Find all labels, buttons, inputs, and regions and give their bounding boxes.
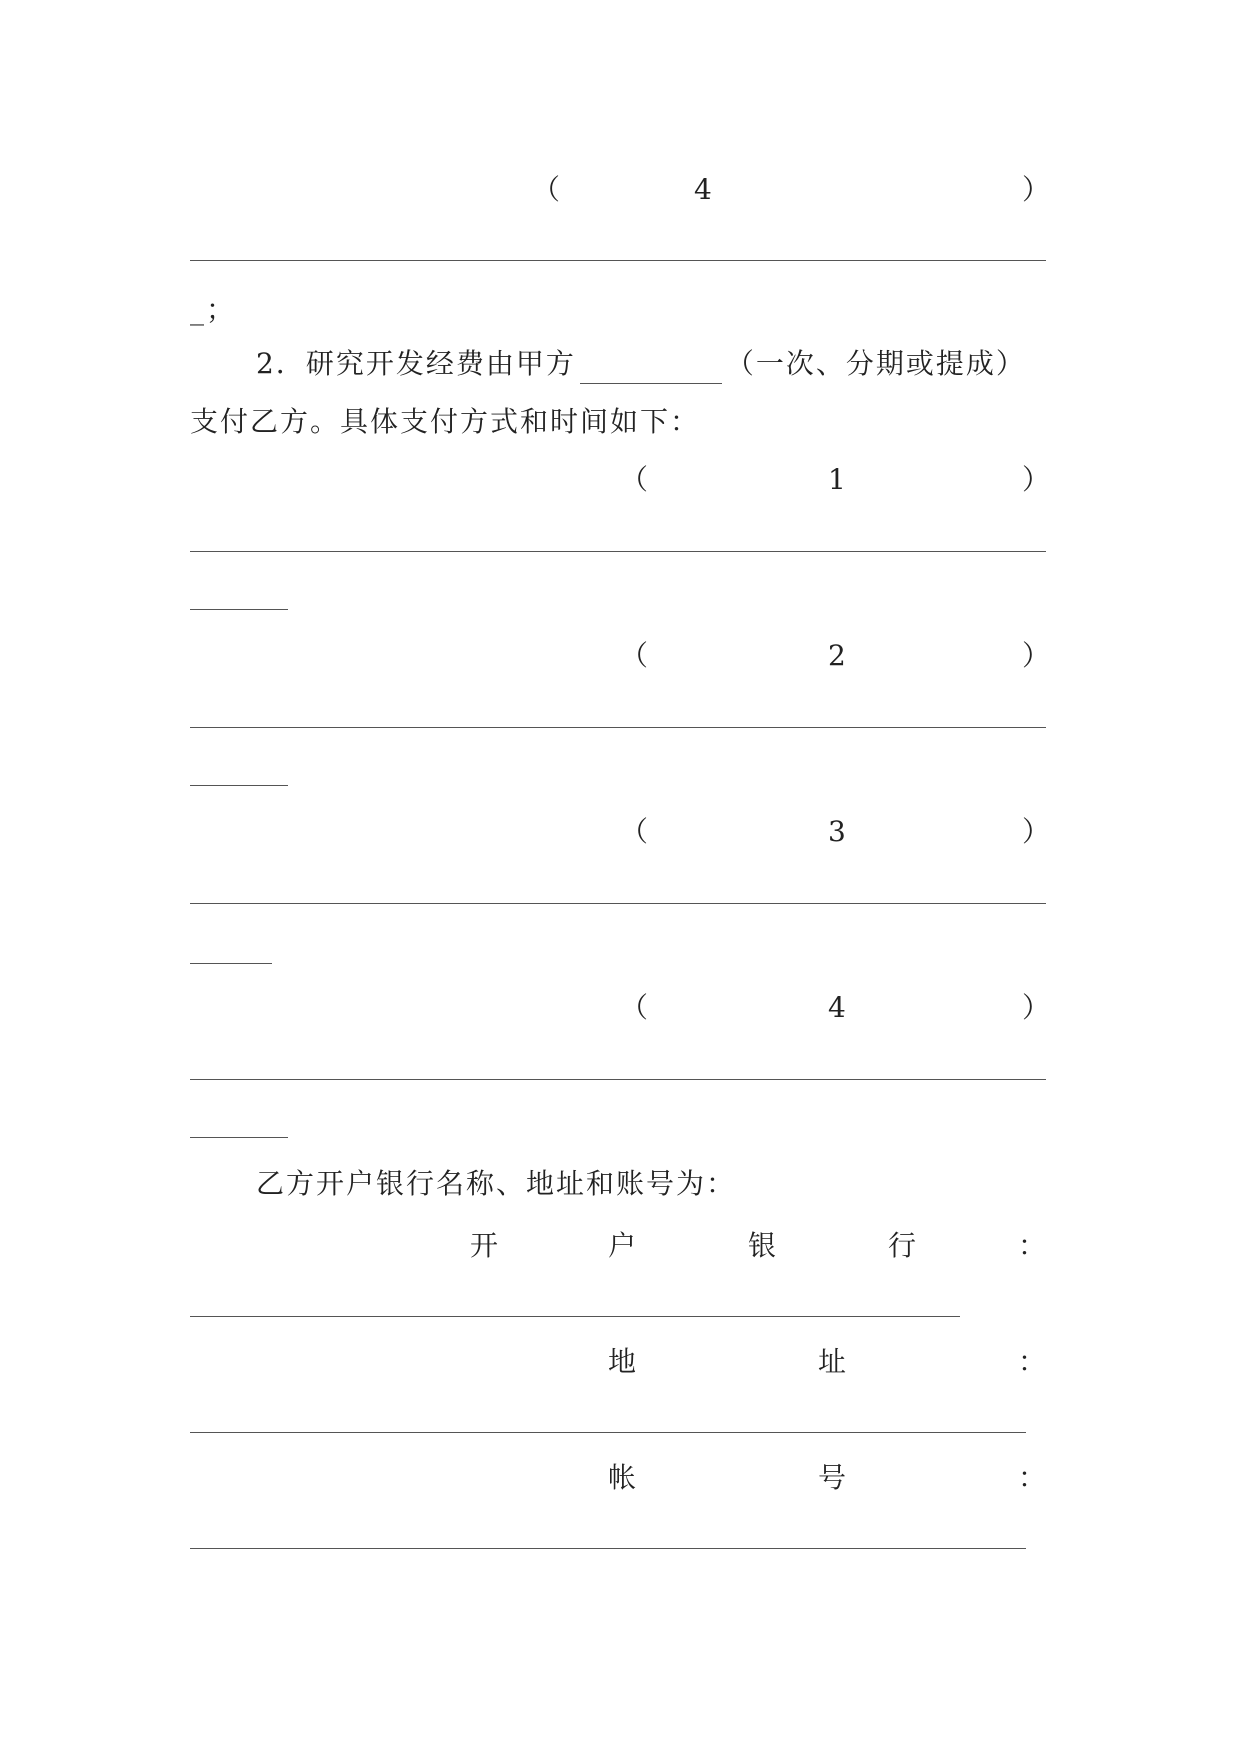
bank-info-intro: 乙方开户银行名称、地址和账号为： — [256, 1167, 737, 1200]
address-label-colon: ： — [1018, 1345, 1049, 1378]
fill-line — [190, 903, 1046, 904]
clause-2-line-1 — [256, 344, 1026, 384]
item-number: 1 — [828, 463, 848, 496]
address-fill-line — [190, 1432, 1026, 1433]
account-label-colon: ： — [1018, 1461, 1049, 1494]
address-label-char: 址 — [818, 1345, 849, 1378]
item-close-paren: ） — [1022, 463, 1053, 496]
account-fill-line — [190, 1548, 1026, 1549]
item-open-paren: （ — [620, 815, 651, 848]
fill-line-tail — [190, 963, 272, 964]
item-close-paren: ） — [1022, 815, 1053, 848]
item-close-paren: ） — [1022, 991, 1053, 1024]
fill-line — [190, 551, 1046, 552]
clause-2-prefix: 2．研究开发经费由甲方 — [256, 347, 576, 380]
item-number: 3 — [828, 815, 848, 848]
item-number: 4 — [694, 173, 714, 206]
account-label-char: 号 — [818, 1461, 849, 1494]
address-label-char: 地 — [608, 1345, 639, 1378]
item-open-paren: （ — [620, 639, 651, 672]
item-close-paren: ） — [1022, 173, 1053, 206]
fill-line — [190, 727, 1046, 728]
bank-label-char: 行 — [888, 1229, 919, 1262]
fill-line-tail — [190, 785, 288, 786]
item-number: 2 — [828, 639, 848, 672]
account-label-char: 帐 — [608, 1461, 639, 1494]
bank-label-char: 银 — [748, 1229, 779, 1262]
item-open-paren: （ — [532, 173, 563, 206]
item-number: 4 — [828, 991, 848, 1024]
fill-line-tail: _； — [190, 293, 237, 326]
clause-2-suffix: （一次、分期或提成） — [725, 347, 1026, 380]
item-close-paren: ） — [1022, 639, 1053, 672]
item-open-paren: （ — [620, 991, 651, 1024]
clause-2-line-2: 支付乙方。具体支付方式和时间如下： — [190, 405, 701, 438]
bank-label-colon: ： — [1018, 1229, 1049, 1262]
bank-name-fill-line — [190, 1316, 960, 1317]
fill-line-tail — [190, 1137, 288, 1138]
bank-label-char: 开 — [470, 1229, 501, 1262]
fill-line — [190, 1079, 1046, 1080]
fill-line-tail — [190, 609, 288, 610]
bank-label-char: 户 — [608, 1229, 639, 1262]
item-open-paren: （ — [620, 463, 651, 496]
fill-line — [190, 260, 1046, 261]
payment-method-blank[interactable] — [580, 353, 722, 384]
